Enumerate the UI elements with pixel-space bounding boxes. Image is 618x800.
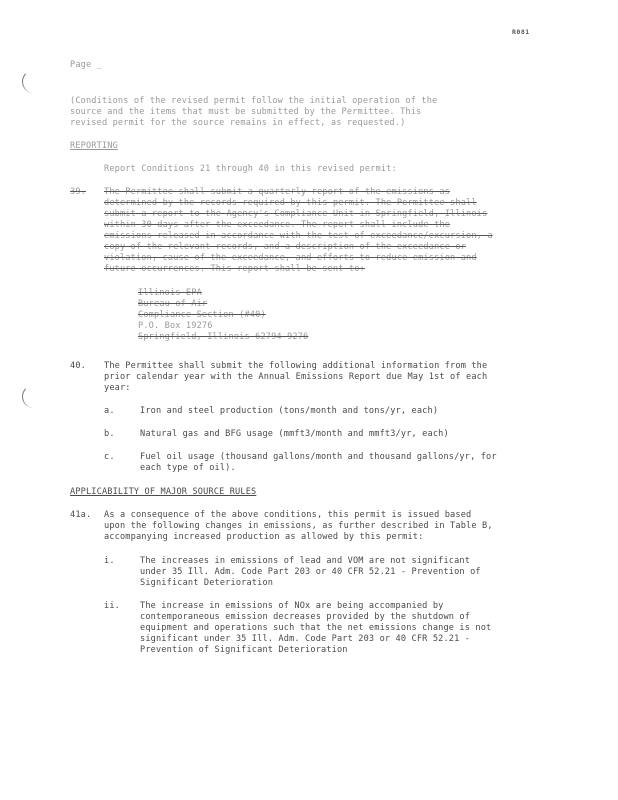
condition-40-line: prior calendar year with the Annual Emissions Report due May 1st of each [104, 372, 488, 382]
reporting-heading: REPORTING [70, 141, 118, 151]
condition-39-line: violation, cause of the exceedance, and efforts to reduce emission and [104, 253, 477, 263]
reporting-subheading: Report Conditions 21 through 40 in this revised permit: [104, 164, 397, 174]
intro-line-1: (Conditions of the revised permit follow the initial operation of the [70, 96, 438, 106]
item-label: c. [104, 452, 115, 462]
condition-41a-line: accompanying increased production as allowed by this permit: [104, 532, 424, 542]
address-line: P.O. Box 19276 [138, 321, 213, 331]
document-code: R081 [512, 28, 530, 36]
condition-41a-line: upon the following changes in emissions, as further described in Table B, [104, 521, 493, 531]
item-text: equipment and operations such that the net emissions change is not [140, 623, 492, 633]
applicability-heading: APPLICABILITY OF MAJOR SOURCE RULES [70, 487, 257, 497]
hole-punch-mark-top [22, 70, 37, 93]
condition-39-line: emissions released in accordance with the test of exceedance/excursion, a [104, 231, 493, 241]
item-text: significant under 35 Ill. Adm. Code Part 203 or 40 CFR 52.21 - [140, 634, 471, 644]
intro-line-2: source and the items that must be submitted by the Permittee. This [70, 107, 422, 117]
item-text: contemporaneous emission decreases provided by the shutdown of [140, 612, 471, 622]
page-label: Page _ [70, 60, 102, 70]
item-text: each type of oil). [140, 463, 236, 473]
item-label: ii. [104, 601, 120, 611]
item-text: under 35 Ill. Adm. Code Part 203 or 40 CFR 52.21 - Prevention of [140, 567, 481, 577]
condition-41a-line: As a consequence of the above conditions, this permit is issued based [104, 510, 472, 520]
intro-line-3: revised permit for the source remains in effect, as requested.) [70, 118, 406, 128]
condition-39-line: determined by the records required by this permit. The Permittee shall [104, 198, 477, 208]
condition-39-line: submit a report to the Agency's Compliance Unit in Springfield, Illinois [104, 209, 488, 219]
hole-punch-mark-bottom [22, 385, 37, 408]
condition-40-line: year: [104, 383, 131, 393]
address-line: Bureau of Air [138, 299, 208, 309]
address-line: Compliance Section (#40) [138, 310, 266, 320]
item-label: a. [104, 406, 115, 416]
item-text: Prevention of Significant Deterioration [140, 645, 348, 655]
item-text: Iron and steel production (tons/month and tons/yr, each) [140, 406, 439, 416]
item-text: The increase in emissions of NOx are being accompanied by [140, 601, 444, 611]
condition-40-number: 40. [70, 361, 86, 371]
condition-39-line: within 30 days after the exceedance. The report shall include the [104, 220, 451, 230]
item-text: Fuel oil usage (thousand gallons/month and thousand gallons/yr, for [140, 452, 497, 462]
condition-39-number: 39. [70, 187, 86, 197]
condition-41a-number: 41a. [70, 510, 92, 520]
item-text: Natural gas and BFG usage (mmft3/month and mmft3/yr, each) [140, 429, 449, 439]
item-text: The increases in emissions of lead and VOM are not significant [140, 556, 471, 566]
condition-39-line: The Permittee shall submit a quarterly report of the emissions as [104, 187, 451, 197]
condition-39-line: future occurrences. This report shall be sent to: [104, 264, 365, 274]
item-label: b. [104, 429, 115, 439]
address-line: Springfield, Illinois 62794-9276 [138, 332, 309, 342]
item-label: i. [104, 556, 115, 566]
item-text: Significant Deterioration [140, 578, 274, 588]
address-line: Illinois EPA [138, 288, 202, 298]
condition-40-line: The Permittee shall submit the following additional information from the [104, 361, 488, 371]
condition-39-line: copy of the relevant records, and a description of the exceedance or [104, 242, 467, 252]
